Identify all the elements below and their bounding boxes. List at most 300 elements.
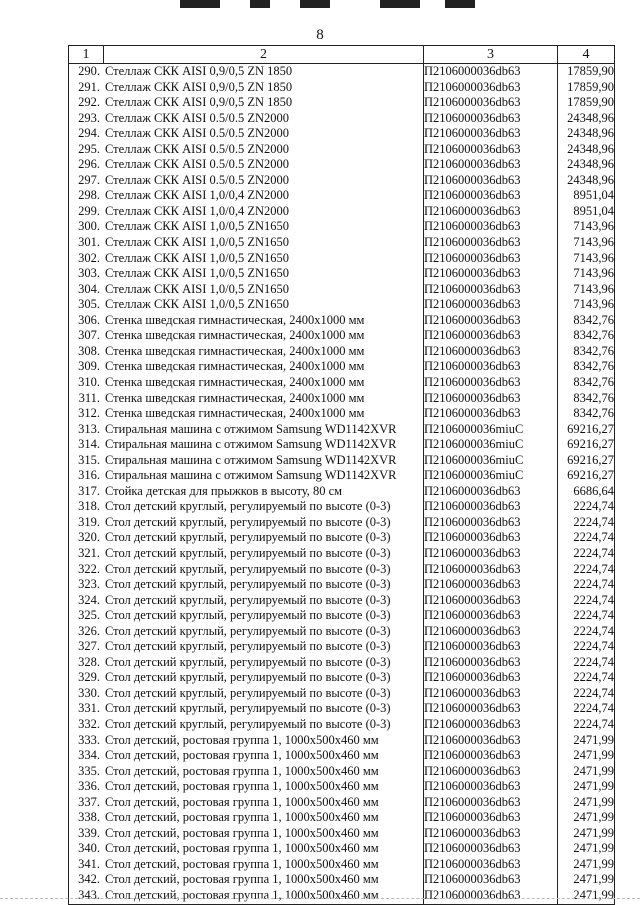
item-name: Стеллаж СКК AISI 0.5/0.5 ZN2000 xyxy=(105,172,290,187)
price: 2224,74 xyxy=(558,593,615,609)
header-col-3: 3 xyxy=(424,46,558,64)
item-name: Стенка шведская гимнастическая, 2400х1000 мм xyxy=(105,328,365,343)
row-number: 295. xyxy=(78,141,100,156)
row-number: 323. xyxy=(78,577,100,592)
price: 2224,74 xyxy=(558,624,615,640)
inventory-code: П2106000036db63 xyxy=(424,173,558,189)
row-number: 328. xyxy=(78,654,100,669)
item-cell xyxy=(69,313,424,329)
table-row xyxy=(69,530,615,546)
row-number: 300. xyxy=(78,219,100,234)
table-row xyxy=(69,375,615,391)
row-number: 297. xyxy=(78,172,100,187)
item-cell xyxy=(69,142,424,158)
item-cell xyxy=(69,390,424,406)
table-row xyxy=(69,126,615,142)
item-name: Стиральная машина с отжимом Samsung WD1142XVR xyxy=(105,421,397,436)
item-cell xyxy=(69,779,424,795)
price: 2471,99 xyxy=(558,888,615,904)
item-name: Стол детский, ростовая группа 1, 1000х500х460 мм xyxy=(105,841,379,856)
item-cell xyxy=(69,562,424,578)
item-cell xyxy=(69,639,424,655)
item-cell xyxy=(69,111,424,127)
row-number: 312. xyxy=(78,406,100,421)
price: 24348,96 xyxy=(558,111,615,127)
item-name: Стол детский, ростовая группа 1, 1000х500х460 мм xyxy=(105,872,379,887)
row-number: 340. xyxy=(78,841,100,856)
table-row xyxy=(69,359,615,375)
row-number: 298. xyxy=(78,188,100,203)
row-number: 302. xyxy=(78,250,100,265)
item-name: Стол детский круглый, регулируемый по высоте (0-3) xyxy=(105,623,391,638)
item-name: Стиральная машина с отжимом Samsung WD1142XVR xyxy=(105,452,397,467)
inventory-code: П2106000036db63 xyxy=(424,810,558,826)
price: 2224,74 xyxy=(558,639,615,655)
table-row xyxy=(69,810,615,826)
inventory-code: П2106000036miuC xyxy=(424,422,558,438)
row-number: 334. xyxy=(78,748,100,763)
scan-artifact-marks xyxy=(180,0,480,12)
row-number: 331. xyxy=(78,701,100,716)
row-number: 292. xyxy=(78,95,100,110)
item-cell xyxy=(69,204,424,220)
inventory-code: П2106000036db63 xyxy=(424,733,558,749)
item-cell xyxy=(69,686,424,702)
item-name: Стол детский, ростовая группа 1, 1000х500х460 мм xyxy=(105,732,379,747)
row-number: 303. xyxy=(78,266,100,281)
table-row xyxy=(69,748,615,764)
price: 7143,96 xyxy=(558,251,615,267)
item-cell xyxy=(69,468,424,484)
item-name: Стол детский круглый, регулируемый по высоте (0-3) xyxy=(105,545,391,560)
inventory-code: П2106000036db63 xyxy=(424,282,558,298)
price: 6686,64 xyxy=(558,484,615,500)
item-name: Стеллаж СКК AISI 0,9/0,5 ZN 1850 xyxy=(105,95,293,110)
row-number: 330. xyxy=(78,685,100,700)
header-col-4: 4 xyxy=(558,46,615,64)
table-row xyxy=(69,795,615,811)
row-number: 290. xyxy=(78,64,100,79)
item-cell xyxy=(69,80,424,96)
table-row xyxy=(69,80,615,96)
price: 8951,04 xyxy=(558,188,615,204)
row-number: 299. xyxy=(78,203,100,218)
inventory-code: П2106000036db63 xyxy=(424,562,558,578)
price: 2471,99 xyxy=(558,810,615,826)
table-row xyxy=(69,717,615,733)
item-cell xyxy=(69,266,424,282)
table-row xyxy=(69,328,615,344)
item-cell xyxy=(69,235,424,251)
table-row xyxy=(69,624,615,640)
table-header-row xyxy=(69,46,615,64)
price: 2224,74 xyxy=(558,686,615,702)
item-name: Стиральная машина с отжимом Samsung WD1142XVR xyxy=(105,468,397,483)
item-name: Стол детский круглый, регулируемый по высоте (0-3) xyxy=(105,639,391,654)
item-cell xyxy=(69,717,424,733)
table-row xyxy=(69,297,615,313)
price: 2224,74 xyxy=(558,577,615,593)
price: 69216,27 xyxy=(558,468,615,484)
row-number: 310. xyxy=(78,374,100,389)
inventory-code: П2106000036db63 xyxy=(424,717,558,733)
table-row xyxy=(69,422,615,438)
item-name: Стол детский круглый, регулируемый по высоте (0-3) xyxy=(105,608,391,623)
table-row xyxy=(69,562,615,578)
item-name: Стол детский круглый, регулируемый по высоте (0-3) xyxy=(105,592,391,607)
price: 2471,99 xyxy=(558,764,615,780)
price: 2471,99 xyxy=(558,779,615,795)
item-name: Стол детский круглый, регулируемый по высоте (0-3) xyxy=(105,654,391,669)
inventory-code: П2106000036db63 xyxy=(424,157,558,173)
table-row xyxy=(69,779,615,795)
row-number: 338. xyxy=(78,810,100,825)
inventory-code: П2106000036db63 xyxy=(424,251,558,267)
price: 2471,99 xyxy=(558,733,615,749)
table-row xyxy=(69,826,615,842)
inventory-code: П2106000036db63 xyxy=(424,406,558,422)
table-row xyxy=(69,857,615,873)
item-name: Стеллаж СКК AISI 1,0/0,4 ZN2000 xyxy=(105,203,290,218)
item-cell xyxy=(69,282,424,298)
table-row xyxy=(69,344,615,360)
price: 2471,99 xyxy=(558,748,615,764)
item-name: Стол детский, ростовая группа 1, 1000х500х460 мм xyxy=(105,856,379,871)
item-name: Стол детский, ростовая группа 1, 1000х500х460 мм xyxy=(105,794,379,809)
price: 24348,96 xyxy=(558,126,615,142)
item-cell xyxy=(69,188,424,204)
table-row xyxy=(69,251,615,267)
row-number: 327. xyxy=(78,639,100,654)
inventory-code: П2106000036db63 xyxy=(424,111,558,127)
item-cell xyxy=(69,95,424,111)
item-name: Стеллаж СКК AISI 1,0/0,5 ZN1650 xyxy=(105,235,290,250)
price: 2224,74 xyxy=(558,499,615,515)
row-number: 336. xyxy=(78,779,100,794)
table-row xyxy=(69,841,615,857)
inventory-code: П2106000036db63 xyxy=(424,608,558,624)
price: 8342,76 xyxy=(558,313,615,329)
row-number: 322. xyxy=(78,561,100,576)
row-number: 325. xyxy=(78,608,100,623)
inventory-code: П2106000036db63 xyxy=(424,841,558,857)
table-row xyxy=(69,157,615,173)
item-name: Стеллаж СКК AISI 1,0/0,4 ZN2000 xyxy=(105,188,290,203)
table-row xyxy=(69,173,615,189)
item-cell xyxy=(69,328,424,344)
row-number: 304. xyxy=(78,281,100,296)
row-number: 342. xyxy=(78,872,100,887)
price: 2471,99 xyxy=(558,826,615,842)
item-cell xyxy=(69,484,424,500)
item-cell xyxy=(69,795,424,811)
row-number: 305. xyxy=(78,297,100,312)
inventory-code: П2106000036db63 xyxy=(424,888,558,904)
inventory-code: П2106000036db63 xyxy=(424,639,558,655)
table-row xyxy=(69,499,615,515)
item-name: Стол детский, ростовая группа 1, 1000х500х460 мм xyxy=(105,763,379,778)
item-name: Стеллаж СКК AISI 0.5/0.5 ZN2000 xyxy=(105,141,290,156)
table-row xyxy=(69,142,615,158)
row-number: 337. xyxy=(78,794,100,809)
price: 7143,96 xyxy=(558,266,615,282)
inventory-code: П2106000036db63 xyxy=(424,515,558,531)
row-number: 341. xyxy=(78,856,100,871)
price: 2224,74 xyxy=(558,717,615,733)
item-cell xyxy=(69,764,424,780)
inventory-code: П2106000036db63 xyxy=(424,95,558,111)
price: 2224,74 xyxy=(558,562,615,578)
inventory-code: П2106000036db63 xyxy=(424,390,558,406)
table-row xyxy=(69,204,615,220)
row-number: 293. xyxy=(78,110,100,125)
price: 17859,90 xyxy=(558,80,615,96)
price: 8951,04 xyxy=(558,204,615,220)
item-name: Стеллаж СКК AISI 1,0/0,5 ZN1650 xyxy=(105,266,290,281)
table-row xyxy=(69,111,615,127)
price: 8342,76 xyxy=(558,359,615,375)
price: 2471,99 xyxy=(558,872,615,888)
row-number: 291. xyxy=(78,79,100,94)
inventory-code: П2106000036db63 xyxy=(424,80,558,96)
item-name: Стеллаж СКК AISI 0,9/0,5 ZN 1850 xyxy=(105,79,293,94)
table-row xyxy=(69,577,615,593)
scan-bottom-edge xyxy=(0,898,640,903)
table-row xyxy=(69,406,615,422)
row-number: 318. xyxy=(78,499,100,514)
table-row xyxy=(69,655,615,671)
inventory-code: П2106000036db63 xyxy=(424,235,558,251)
item-name: Стол детский, ростовая группа 1, 1000х500х460 мм xyxy=(105,748,379,763)
page-number: 8 xyxy=(316,27,324,43)
item-cell xyxy=(69,359,424,375)
item-name: Стеллаж СКК AISI 1,0/0,5 ZN1650 xyxy=(105,250,290,265)
table-row xyxy=(69,313,615,329)
inventory-code: П2106000036db63 xyxy=(424,313,558,329)
table-row xyxy=(69,670,615,686)
table-body xyxy=(69,64,615,905)
inventory-code: П2106000036db63 xyxy=(424,779,558,795)
item-cell xyxy=(69,872,424,888)
item-name: Стол детский круглый, регулируемый по высоте (0-3) xyxy=(105,670,391,685)
item-cell xyxy=(69,608,424,624)
item-name: Стенка шведская гимнастическая, 2400х1000 мм xyxy=(105,374,365,389)
price: 69216,27 xyxy=(558,437,615,453)
item-cell xyxy=(69,157,424,173)
row-number: 294. xyxy=(78,126,100,141)
inventory-code: П2106000036db63 xyxy=(424,670,558,686)
item-cell xyxy=(69,841,424,857)
item-name: Стол детский круглый, регулируемый по высоте (0-3) xyxy=(105,701,391,716)
inventory-code: П2106000036db63 xyxy=(424,686,558,702)
item-cell xyxy=(69,251,424,267)
row-number: 320. xyxy=(78,530,100,545)
item-name: Стеллаж СКК AISI 1,0/0,5 ZN1650 xyxy=(105,219,290,234)
item-name: Стол детский круглый, регулируемый по высоте (0-3) xyxy=(105,716,391,731)
item-name: Стиральная машина с отжимом Samsung WD1142XVR xyxy=(105,437,397,452)
inventory-code: П2106000036db63 xyxy=(424,546,558,562)
row-number: 339. xyxy=(78,825,100,840)
inventory-code: П2106000036db63 xyxy=(424,624,558,640)
row-number: 315. xyxy=(78,452,100,467)
inventory-code: П2106000036db63 xyxy=(424,375,558,391)
item-name: Стол детский круглый, регулируемый по высоте (0-3) xyxy=(105,685,391,700)
item-name: Стол детский круглый, регулируемый по высоте (0-3) xyxy=(105,514,391,529)
item-name: Стеллаж СКК AISI 0.5/0.5 ZN2000 xyxy=(105,157,290,172)
price: 24348,96 xyxy=(558,173,615,189)
item-cell xyxy=(69,655,424,671)
price: 8342,76 xyxy=(558,344,615,360)
item-cell xyxy=(69,670,424,686)
price: 24348,96 xyxy=(558,157,615,173)
row-number: 314. xyxy=(78,437,100,452)
row-number: 296. xyxy=(78,157,100,172)
table-row xyxy=(69,468,615,484)
item-cell xyxy=(69,126,424,142)
table-row xyxy=(69,64,615,80)
inventory-code: П2106000036db63 xyxy=(424,344,558,360)
inventory-code: П2106000036db63 xyxy=(424,266,558,282)
table-row xyxy=(69,390,615,406)
item-name: Стенка шведская гимнастическая, 2400х1000 мм xyxy=(105,359,365,374)
item-cell xyxy=(69,219,424,235)
item-cell xyxy=(69,515,424,531)
row-number: 316. xyxy=(78,468,100,483)
price: 69216,27 xyxy=(558,453,615,469)
row-number: 317. xyxy=(78,483,100,498)
price: 2471,99 xyxy=(558,857,615,873)
row-number: 309. xyxy=(78,359,100,374)
item-cell xyxy=(69,453,424,469)
item-cell xyxy=(69,577,424,593)
inventory-code: П2106000036db63 xyxy=(424,577,558,593)
item-cell xyxy=(69,593,424,609)
item-name: Стол детский, ростовая группа 1, 1000х500х460 мм xyxy=(105,888,379,902)
row-number: 343. xyxy=(78,888,100,902)
inventory-code: П2106000036db63 xyxy=(424,655,558,671)
table-row xyxy=(69,219,615,235)
item-cell xyxy=(69,422,424,438)
table-row xyxy=(69,95,615,111)
row-number: 335. xyxy=(78,763,100,778)
inventory-code: П2106000036db63 xyxy=(424,826,558,842)
table-row xyxy=(69,593,615,609)
item-name: Стол детский круглый, регулируемый по высоте (0-3) xyxy=(105,530,391,545)
inventory-code: П2106000036miuC xyxy=(424,453,558,469)
item-cell xyxy=(69,64,424,80)
row-number: 329. xyxy=(78,670,100,685)
row-number: 308. xyxy=(78,343,100,358)
price: 69216,27 xyxy=(558,422,615,438)
price: 8342,76 xyxy=(558,390,615,406)
inventory-code: П2106000036miuC xyxy=(424,468,558,484)
item-cell xyxy=(69,733,424,749)
item-name: Стол детский, ростовая группа 1, 1000х500х460 мм xyxy=(105,810,379,825)
row-number: 324. xyxy=(78,592,100,607)
item-name: Стенка шведская гимнастическая, 2400х1000 мм xyxy=(105,343,365,358)
inventory-code: П2106000036db63 xyxy=(424,328,558,344)
inventory-code: П2106000036db63 xyxy=(424,142,558,158)
row-number: 333. xyxy=(78,732,100,747)
price: 2224,74 xyxy=(558,515,615,531)
row-number: 306. xyxy=(78,312,100,327)
item-cell xyxy=(69,406,424,422)
inventory-code: П2106000036db63 xyxy=(424,857,558,873)
price: 7143,96 xyxy=(558,282,615,298)
item-cell xyxy=(69,344,424,360)
item-cell xyxy=(69,375,424,391)
item-cell xyxy=(69,530,424,546)
item-name: Стеллаж СКК AISI 1,0/0,5 ZN1650 xyxy=(105,297,290,312)
price: 7143,96 xyxy=(558,297,615,313)
price: 7143,96 xyxy=(558,219,615,235)
inventory-code: П2106000036miuC xyxy=(424,437,558,453)
inventory-code: П2106000036db63 xyxy=(424,126,558,142)
inventory-table xyxy=(68,45,615,905)
price: 2224,74 xyxy=(558,655,615,671)
item-cell xyxy=(69,701,424,717)
table-row xyxy=(69,608,615,624)
price: 24348,96 xyxy=(558,142,615,158)
inventory-code: П2106000036db63 xyxy=(424,297,558,313)
row-number: 307. xyxy=(78,328,100,343)
inventory-code: П2106000036db63 xyxy=(424,359,558,375)
item-cell xyxy=(69,437,424,453)
table-row xyxy=(69,282,615,298)
table-row xyxy=(69,437,615,453)
row-number: 326. xyxy=(78,623,100,638)
item-name: Стойка детская для прыжков в высоту, 80 см xyxy=(105,483,343,498)
inventory-code: П2106000036db63 xyxy=(424,530,558,546)
item-cell xyxy=(69,297,424,313)
inventory-code: П2106000036db63 xyxy=(424,764,558,780)
item-name: Стенка шведская гимнастическая, 2400х1000 мм xyxy=(105,406,365,421)
price: 17859,90 xyxy=(558,95,615,111)
item-name: Стол детский круглый, регулируемый по высоте (0-3) xyxy=(105,577,391,592)
row-number: 319. xyxy=(78,514,100,529)
item-cell xyxy=(69,546,424,562)
item-name: Стеллаж СКК AISI 0.5/0.5 ZN2000 xyxy=(105,126,290,141)
item-name: Стол детский, ростовая группа 1, 1000х500х460 мм xyxy=(105,779,379,794)
item-cell xyxy=(69,826,424,842)
inventory-code: П2106000036db63 xyxy=(424,64,558,80)
table-row xyxy=(69,453,615,469)
item-cell xyxy=(69,748,424,764)
table-row xyxy=(69,546,615,562)
item-name: Стеллаж СКК AISI 0.5/0.5 ZN2000 xyxy=(105,110,290,125)
price: 8342,76 xyxy=(558,406,615,422)
table-row xyxy=(69,484,615,500)
item-name: Стеллаж СКК AISI 0,9/0,5 ZN 1850 xyxy=(105,64,293,79)
price: 7143,96 xyxy=(558,235,615,251)
item-cell xyxy=(69,499,424,515)
table-row xyxy=(69,872,615,888)
inventory-code: П2106000036db63 xyxy=(424,499,558,515)
item-name: Стеллаж СКК AISI 1,0/0,5 ZN1650 xyxy=(105,281,290,296)
row-number: 321. xyxy=(78,545,100,560)
price: 8342,76 xyxy=(558,328,615,344)
item-cell xyxy=(69,857,424,873)
table-row xyxy=(69,188,615,204)
inventory-code: П2106000036db63 xyxy=(424,593,558,609)
item-name: Стол детский круглый, регулируемый по высоте (0-3) xyxy=(105,561,391,576)
item-name: Стенка шведская гимнастическая, 2400х1000 мм xyxy=(105,312,365,327)
price: 2224,74 xyxy=(558,546,615,562)
inventory-code: П2106000036db63 xyxy=(424,872,558,888)
table-row xyxy=(69,266,615,282)
table-row xyxy=(69,235,615,251)
price: 2224,74 xyxy=(558,608,615,624)
